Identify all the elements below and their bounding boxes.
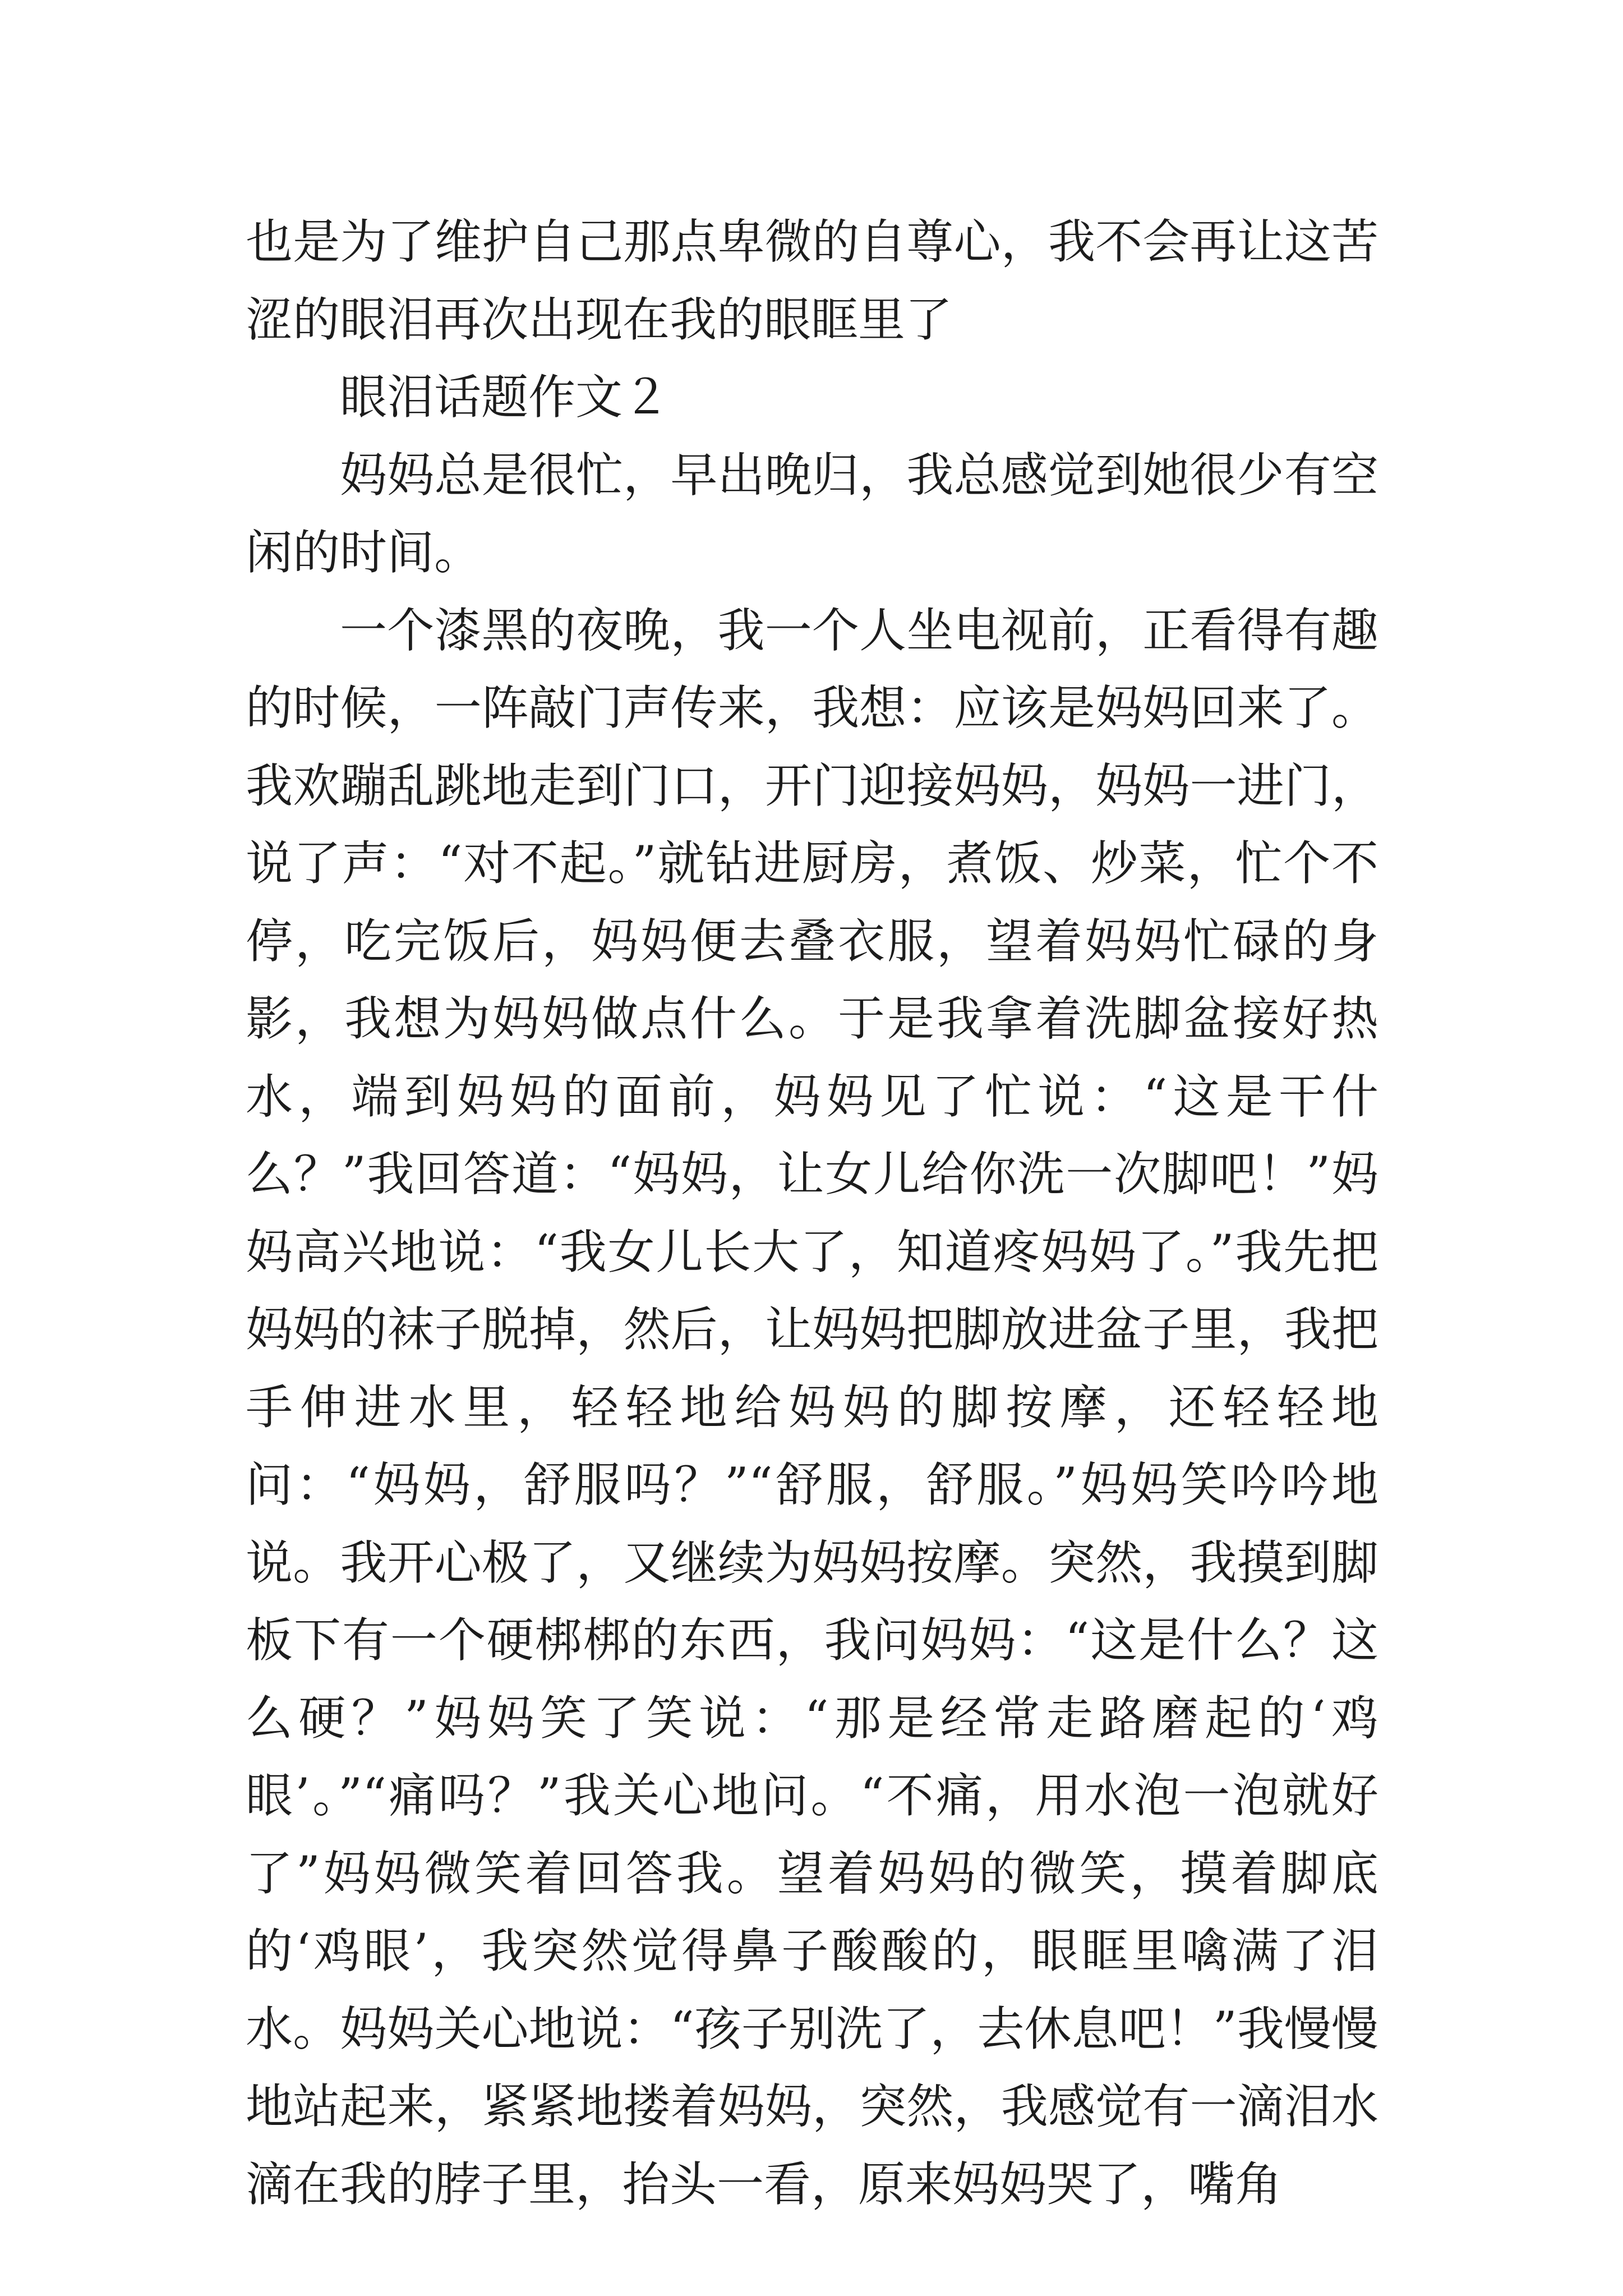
- section-heading: 眼泪话题作文２: [340, 370, 670, 425]
- paragraph: 一个漆黑的夜晚，我一个人坐电视前，正看得有趣的时候，一阵敲门声传来，我想：应该是妈妈回来了。我欢蹦乱跳地走到门口，开门迎接妈妈，妈妈一进门，说了声：“对不起。”就钻进厨房，煮饭、炒菜，忙个不停，吃完饭后，妈妈便去叠衣服，望着妈妈忙碌的身影，我想为妈妈做点什么。于是我拿着洗脚盆接好热水，端到妈妈的面前，妈妈见了忙说：“这是干什么？”我回答道：“妈妈，让女儿给你洗一次脚吧！”妈妈高兴地说：“我女儿长大了，知道疼妈妈了。”我先把妈妈的袜子脱掉，然后，让妈妈把脚放进盆子里，我把手伸进水里，轻轻地给妈妈的脚按摩，还轻轻地问：“妈妈，舒服吗？”“舒服，舒服。”妈妈笑吟吟地说。我开心极了，又继续为妈妈按摩。突然，我摸到脚板下有一个硬梆梆的东西，我问妈妈：“这是什么？这么硬？”妈妈笑了笑说：“那是经常走路磨起的‘鸡眼’。”“痛吗？”我关心地问。“不痛，用水泡一泡就好了”妈妈微笑着回答我。望着妈妈的微笑，摸着脚底的‘鸡眼’，我突然觉得鼻子酸酸的，眼眶里噙满了泪水。妈妈关心地说：“孩子别洗了，去休息吧！”我慢慢地站起来，紧紧地搂着妈妈，突然，我感觉有一滴泪水滴在我的脖子里，抬头一看，原来妈妈哭了，嘴角: [246, 602, 1378, 2212]
- paragraph-continuation: 也是为了维护自己那点卑微的自尊心，我不会再让这苦涩的眼泪再次出现在我的眼眶里了: [246, 214, 1378, 347]
- paragraph: 妈妈总是很忙，早出晚归，我总感觉到她很少有空闲的时间。: [246, 447, 1378, 580]
- body-text: [246, 203, 1378, 2223]
